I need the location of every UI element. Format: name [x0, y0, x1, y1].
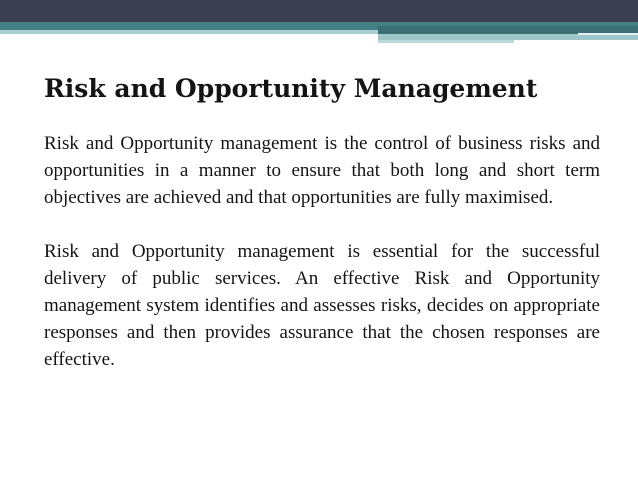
- header-band-dark: [0, 0, 638, 22]
- header-accent-faint: [578, 33, 638, 35]
- body-paragraph-2: Risk and Opportunity management is essential for the successful delivery of public services. An effective Risk and Opportunity management system identifies and assesses risks, decides on appropriate responses and then provides assurance that the chosen responses are effective.: [44, 241, 600, 370]
- slide-title: Risk and Opportunity Management: [44, 74, 538, 103]
- slide-body: [44, 130, 600, 373]
- header-accent-thin: [378, 40, 514, 43]
- body-paragraph-1: Risk and Opportunity management is the control of business risks and opportunities in a manner to ensure that both long and short term objectives are achieved and that opportunities are fully maximised.: [44, 133, 600, 208]
